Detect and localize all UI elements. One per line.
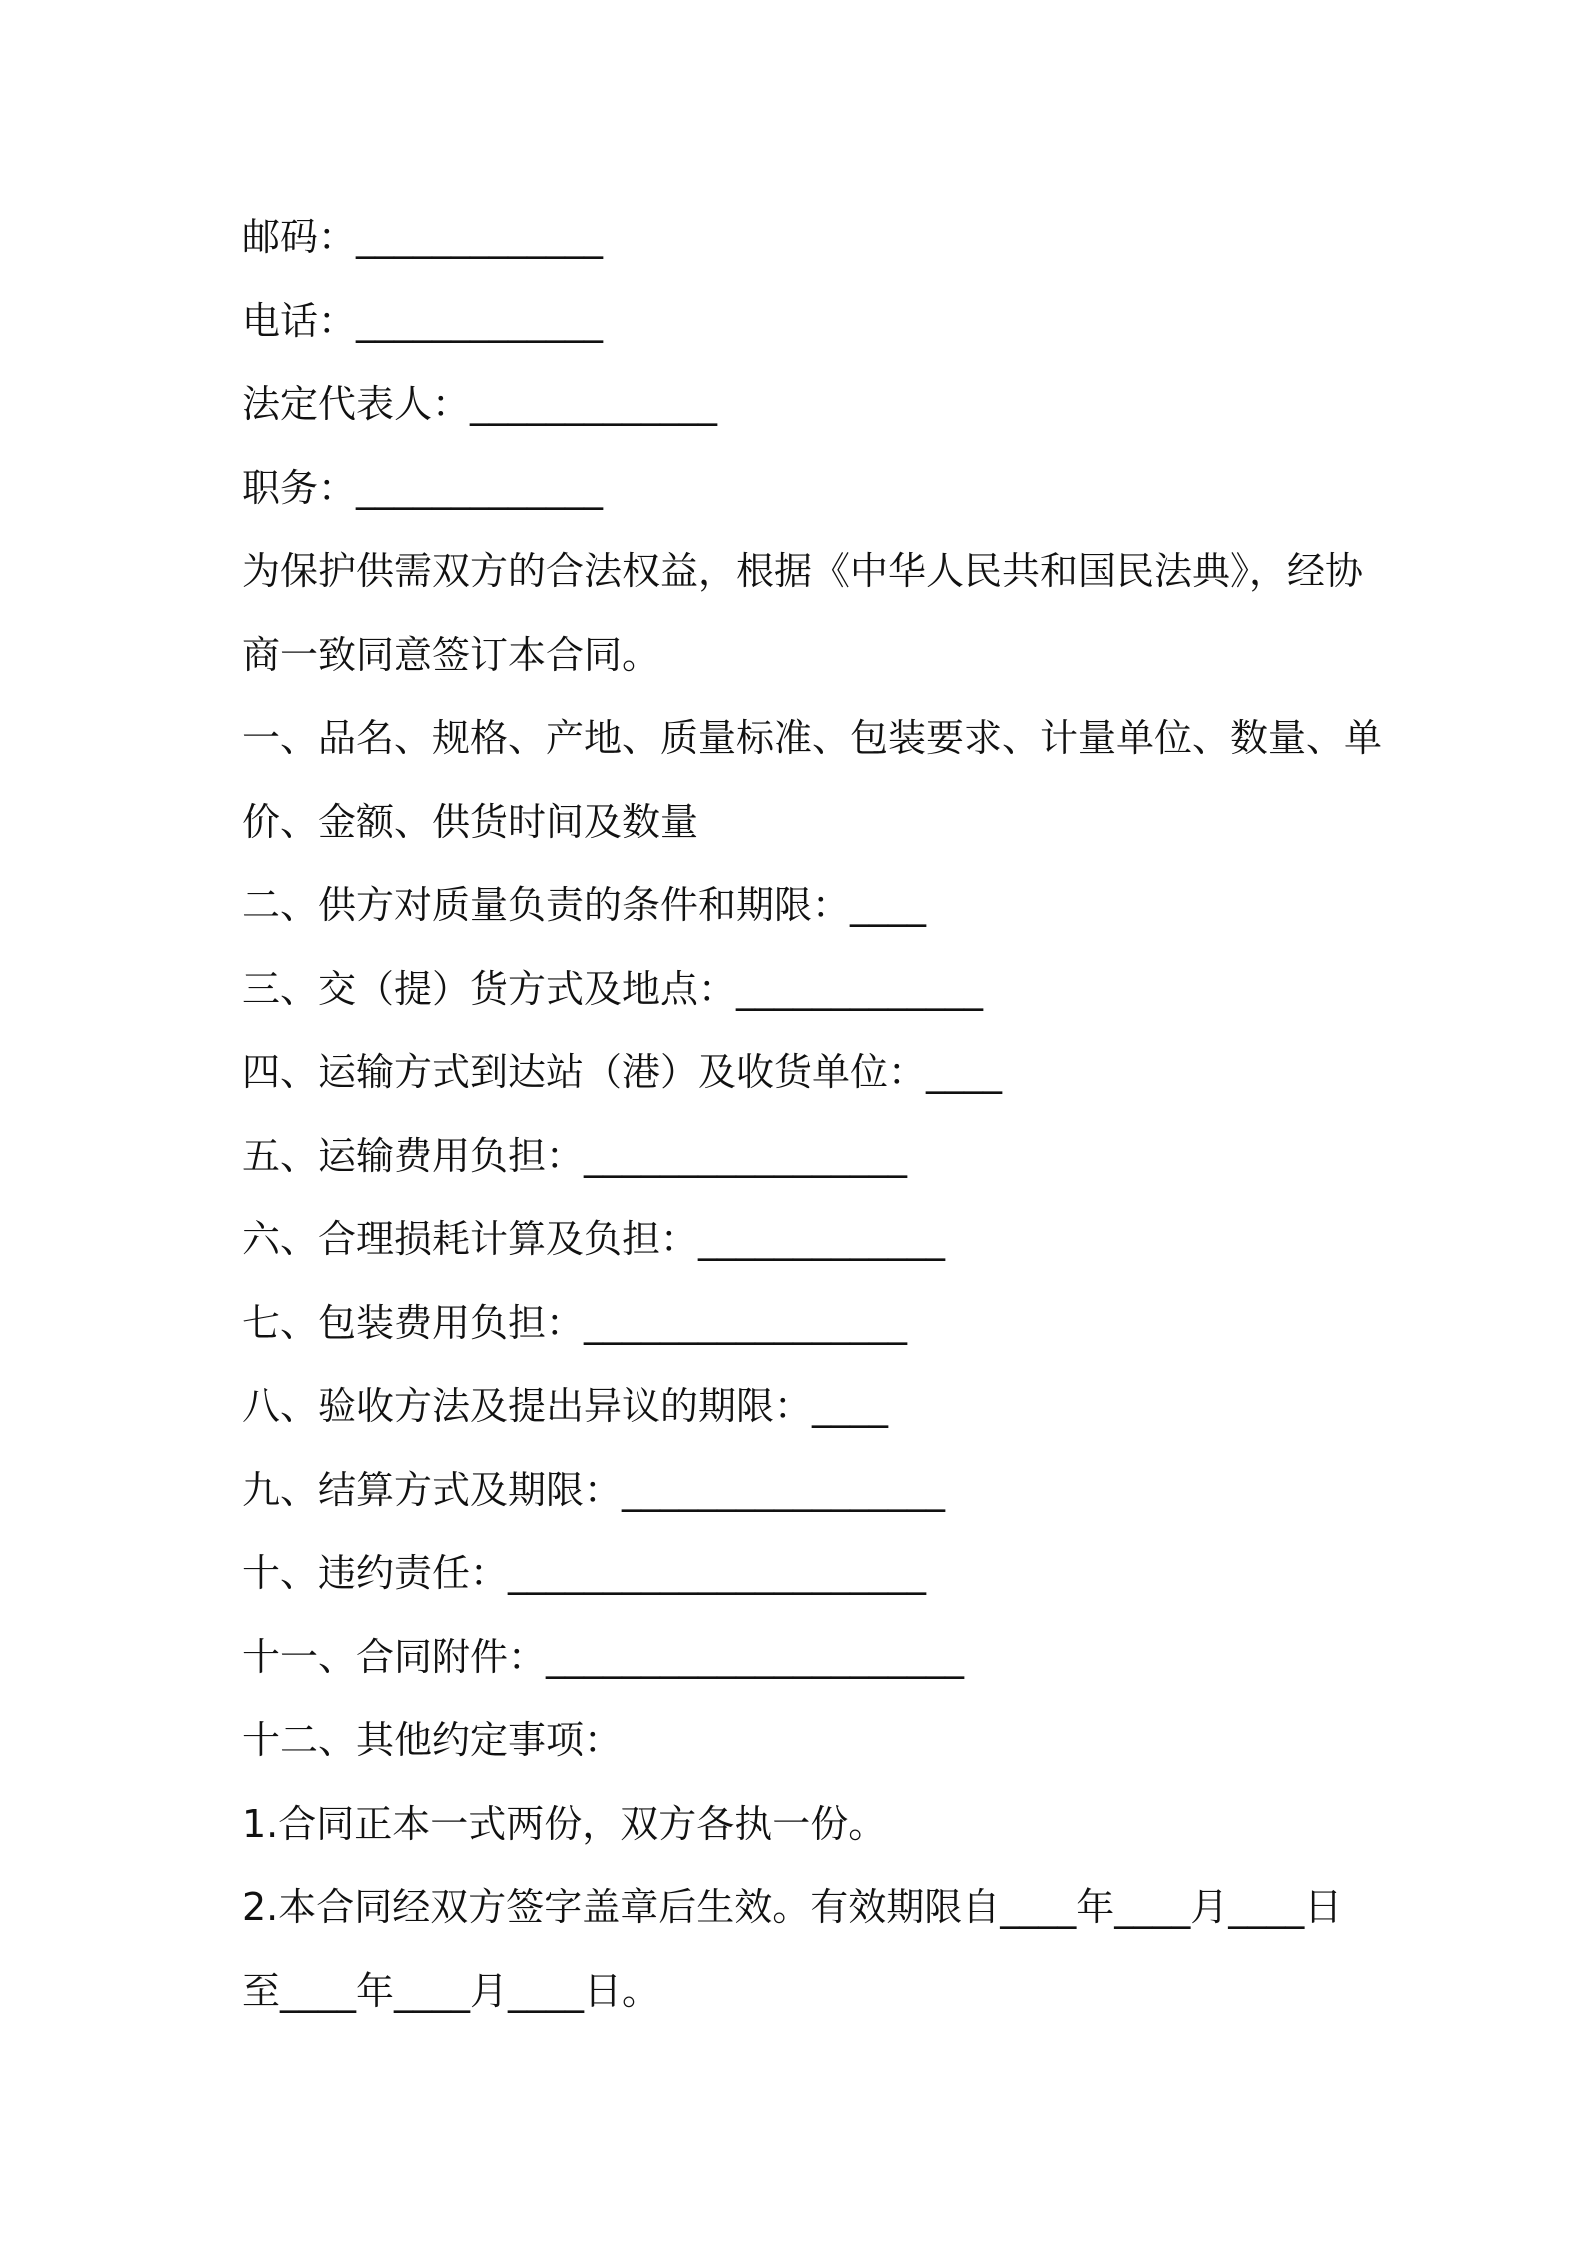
clause-12: 十二、其他约定事项：: [242, 1718, 623, 1762]
clause-4: 四、运输方式到达站（港）及收货单位：____: [242, 1050, 1003, 1094]
clause-1-line-2: 价、金额、供货时间及数量: [242, 799, 699, 844]
clause-3: 三、交（提）货方式及地点：_____________: [242, 966, 984, 1011]
clause-1-line-1: 一、品名、规格、产地、质量标准、包装要求、计量单位、数量、单: [242, 716, 1383, 760]
clause-5: 五、运输费用负担：_________________: [242, 1133, 908, 1178]
clause-11: 十一、合同附件：______________________: [242, 1634, 965, 1679]
clause-8: 八、验收方法及提出异议的期限：____: [242, 1384, 889, 1428]
clause-12-item-2-line-2: 至____年____月____日。: [242, 1968, 661, 2013]
position-line: 职务：_____________: [242, 465, 604, 510]
clause-2: 二、供方对质量负责的条件和期限：____: [242, 883, 927, 927]
clause-10: 十、违约责任：______________________: [242, 1551, 927, 1595]
contract-body: [242, 196, 1383, 2033]
clause-12-item-2-line-1: 2.本合同经双方签字盖章后生效。有效期限自____年____月____日: [242, 1885, 1343, 1929]
phone-line: 电话：_____________: [242, 298, 604, 343]
clause-12-item-1: 1.合同正本一式两份，双方各执一份。: [242, 1801, 887, 1846]
postal-code-line: 邮码：_____________: [242, 215, 604, 259]
clause-7: 七、包装费用负担：_________________: [242, 1300, 908, 1345]
preamble-line-1: 为保护供需双方的合法权益，根据《中华人民共和国民法典》，经协: [242, 549, 1364, 593]
clause-6: 六、合理损耗计算及负担：_____________: [242, 1217, 946, 1261]
clause-9: 九、结算方式及期限：_________________: [242, 1467, 946, 1512]
legal-representative-line: 法定代表人：_____________: [242, 382, 718, 426]
preamble-line-2: 商一致同意签订本合同。: [242, 632, 661, 677]
